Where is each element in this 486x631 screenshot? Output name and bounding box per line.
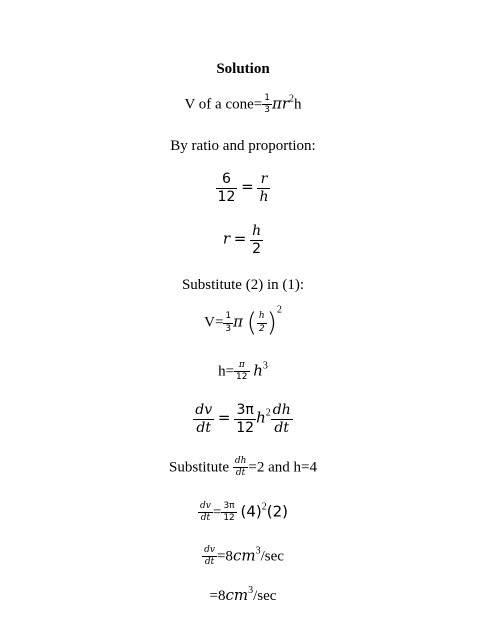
result1-exp: 3 bbox=[255, 545, 261, 557]
vsub-lhs: V= bbox=[204, 314, 224, 331]
calc-equals: = bbox=[212, 504, 222, 521]
result1-dt: dt bbox=[204, 557, 215, 568]
heq-exp: 3 bbox=[262, 360, 268, 372]
ratio-n1: 6 bbox=[216, 172, 238, 189]
calc-base: (4) bbox=[240, 502, 262, 521]
calc-coeff bbox=[221, 502, 236, 524]
v-substituted bbox=[0, 304, 486, 338]
r-equation bbox=[0, 224, 486, 256]
calc-coeff-den: 12 bbox=[223, 513, 235, 524]
vsub-inner-num: h bbox=[257, 312, 267, 323]
deriv-dv: dv bbox=[195, 402, 213, 418]
deriv-dhdt bbox=[271, 403, 293, 435]
result-1 bbox=[0, 546, 486, 568]
r-den: 2 bbox=[252, 240, 262, 257]
result1-value: =8 bbox=[216, 548, 233, 565]
calc-tail: (2) bbox=[266, 502, 289, 521]
vsub-inner-fraction bbox=[257, 312, 267, 334]
deriv-coeff-den: 12 bbox=[236, 419, 255, 436]
sub2-suffix: =2 and h=4 bbox=[248, 459, 317, 476]
result2-unit: cm bbox=[225, 586, 249, 604]
ratio-equation bbox=[0, 172, 486, 204]
vsub-fraction bbox=[223, 312, 233, 334]
volume-fraction-den: 3 bbox=[264, 105, 270, 116]
solution-heading: Solution bbox=[216, 61, 270, 77]
vsub-pi: π bbox=[233, 312, 244, 331]
ratio-d1: 12 bbox=[217, 188, 236, 205]
substitute-values bbox=[0, 457, 486, 479]
vsub-exp: 2 bbox=[276, 304, 282, 316]
calc-dvdt bbox=[198, 502, 213, 524]
volume-h: h bbox=[294, 96, 302, 113]
sub2-fraction bbox=[233, 457, 249, 479]
vsub-inner-den: 2 bbox=[258, 323, 265, 334]
heq-fraction bbox=[234, 361, 249, 383]
volume-fraction-num: 1 bbox=[262, 94, 272, 105]
result-2 bbox=[0, 586, 486, 605]
r-equals: = bbox=[233, 229, 247, 248]
ratio-n2: r bbox=[257, 172, 270, 189]
heq-den: 12 bbox=[236, 372, 248, 383]
deriv-coeff-num: 3π bbox=[234, 403, 256, 420]
result2-suffix: /sec bbox=[253, 588, 277, 604]
result1-dv: dv bbox=[202, 546, 217, 557]
deriv-equals: = bbox=[217, 408, 231, 427]
calculation bbox=[0, 502, 486, 524]
heq-num: π bbox=[234, 361, 249, 372]
deriv-exp: 2 bbox=[265, 407, 271, 419]
heq-lhs: h= bbox=[218, 363, 235, 380]
derivative-equation bbox=[0, 403, 486, 435]
result2-exp: 3 bbox=[248, 585, 254, 596]
deriv-coeff bbox=[234, 403, 256, 435]
volume-pi: π bbox=[271, 94, 282, 113]
volume-fraction bbox=[262, 94, 272, 116]
substitute-text: Substitute (2) in (1): bbox=[181, 277, 305, 293]
deriv-dt: dt bbox=[196, 419, 212, 436]
r-num: h bbox=[252, 223, 262, 239]
calc-exp: 2 bbox=[261, 501, 267, 513]
result1-suffix: /sec bbox=[260, 548, 284, 565]
calc-dv: dv bbox=[198, 502, 213, 513]
ratio-fraction-2 bbox=[257, 172, 270, 204]
r-lhs: r bbox=[222, 229, 231, 248]
sub2-prefix: Substitute bbox=[169, 459, 233, 476]
volume-r: r bbox=[281, 94, 289, 113]
volume-exp: 2 bbox=[289, 93, 294, 105]
cone-volume-formula bbox=[0, 94, 486, 116]
result1-dvdt bbox=[202, 546, 217, 568]
ratio-fraction-1 bbox=[216, 172, 238, 204]
deriv-dt2: dt bbox=[274, 419, 290, 436]
left-paren: ( bbox=[246, 308, 257, 338]
ratio-text: By ratio and proportion: bbox=[170, 138, 316, 154]
deriv-dvdt bbox=[193, 403, 214, 435]
sub2-dh: dh bbox=[233, 457, 249, 468]
volume-prefix: V of a cone= bbox=[184, 96, 263, 113]
right-paren: ) bbox=[266, 308, 277, 338]
result1-unit: cm bbox=[232, 546, 256, 565]
vsub-num: 1 bbox=[223, 312, 233, 323]
ratio-d2: h bbox=[259, 188, 269, 205]
result2-value: =8 bbox=[209, 588, 226, 604]
deriv-dh: dh bbox=[272, 402, 291, 418]
calc-coeff-num: 3π bbox=[221, 502, 236, 513]
ratio-equals: = bbox=[241, 177, 254, 196]
sub2-dt: dt bbox=[235, 468, 246, 479]
deriv-h: h bbox=[256, 408, 266, 427]
vsub-den: 3 bbox=[225, 323, 232, 334]
h-equation bbox=[0, 361, 486, 383]
calc-dt: dt bbox=[200, 513, 211, 524]
heq-h: h bbox=[253, 361, 263, 380]
r-fraction bbox=[250, 224, 263, 256]
